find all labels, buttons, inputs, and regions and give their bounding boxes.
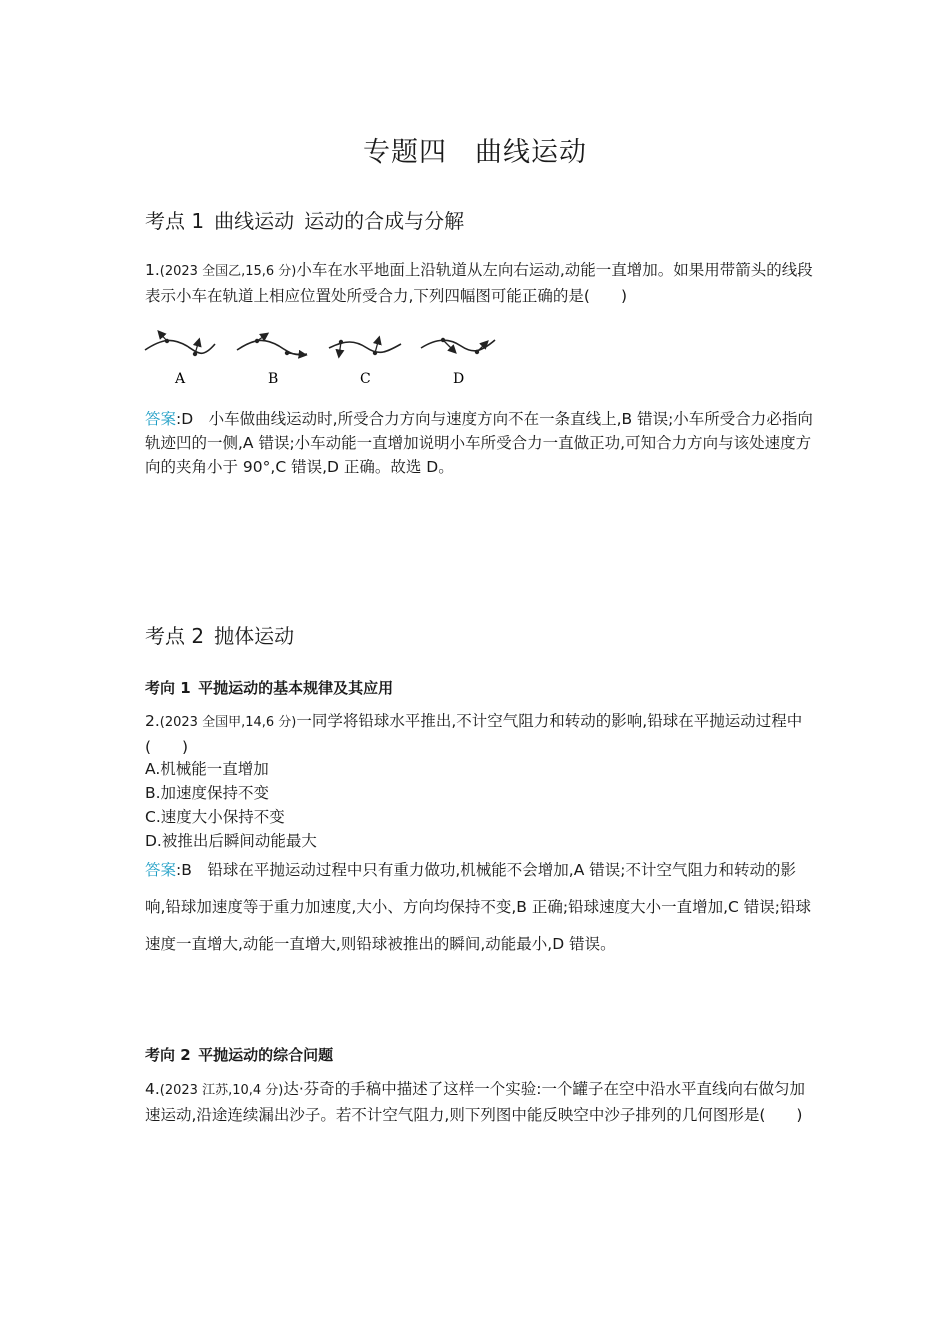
answer-text: :D 小车做曲线运动时,所受合力方向与速度方向不在一条直线上,B 错误;小车所受合力必指向轨迹凹的一侧,A 错误;小车动能一直增加说明小车所受合力一直做正功,可知合力方向与该处速度方向的夹角小于 90°,C 错误,D 正确。故选 D。: [145, 410, 813, 476]
option-b: B.加速度保持不变: [145, 784, 270, 802]
subsection-heading-1: 考向 1 平抛运动的基本规律及其应用: [145, 679, 394, 697]
section-heading-2: 考点 2 抛体运动: [145, 624, 295, 648]
answer-1: [145, 407, 813, 479]
option-d-diagram: [421, 338, 495, 387]
answer-label: 答案: [145, 861, 177, 879]
subsection-heading-2: 考向 2 平抛运动的综合问题: [145, 1046, 334, 1064]
option-c-diagram: [329, 338, 401, 387]
question-1: [145, 258, 813, 308]
option-b-diagram: [237, 334, 307, 387]
answer-text: :B 铅球在平抛运动过程中只有重力做功,机械能不会增加,A 错误;不计空气阻力和转动的影响,铅球加速度等于重力加速度,大小、方向均保持不变,B 正确;铅球速度大小一直增加,C 错误;铅球速度一直增大,动能一直增大,则铅球被推出的瞬间,动能最小,D 错误。: [145, 861, 811, 953]
option-a: A.机械能一直增加: [145, 760, 269, 778]
question-number: 2.: [145, 712, 160, 730]
answer-label: 答案: [145, 410, 177, 428]
question-stem: 达·芬奇的手稿中描述了这样一个实验:一个罐子在空中沿水平直线向右做匀加速运动,沿途连续漏出沙子。若不计空气阻力,则下列图中能反映空中沙子排列的几何图形是( ): [145, 1080, 806, 1124]
section-heading-1: 考点 1 曲线运动 运动的合成与分解: [145, 209, 465, 233]
answer-2: [145, 852, 813, 963]
option-d-label: D: [453, 371, 465, 387]
option-a-diagram: [145, 332, 215, 387]
page-title: 专题四 曲线运动: [363, 137, 587, 168]
question-2: [145, 709, 813, 759]
question-source: (2023 全国乙,15,6 分): [159, 264, 297, 279]
question-stem: 一同学将铅球水平推出,不计空气阻力和转动的影响,铅球在平抛运动过程中( ): [145, 712, 803, 756]
question-source: (2023 江苏,10,4 分): [159, 1083, 284, 1098]
option-c: C.速度大小保持不变: [145, 808, 285, 826]
trajectory-figure: [143, 330, 503, 392]
question-source: (2023 全国甲,14,6 分): [159, 715, 297, 730]
option-a-label: A: [175, 371, 186, 387]
question-stem: 小车在水平地面上沿轨道从左向右运动,动能一直增加。如果用带箭头的线段表示小车在轨道上相应位置处所受合力,下列四幅图可能正确的是( ): [145, 261, 813, 305]
option-b-label: B: [268, 371, 279, 387]
question-4: [145, 1077, 813, 1127]
question-number: 4.: [145, 1080, 160, 1098]
option-c-label: C: [360, 371, 371, 387]
question-number: 1.: [145, 261, 160, 279]
question-2-options: [145, 757, 813, 853]
option-d: D.被推出后瞬间动能最大: [145, 832, 317, 850]
